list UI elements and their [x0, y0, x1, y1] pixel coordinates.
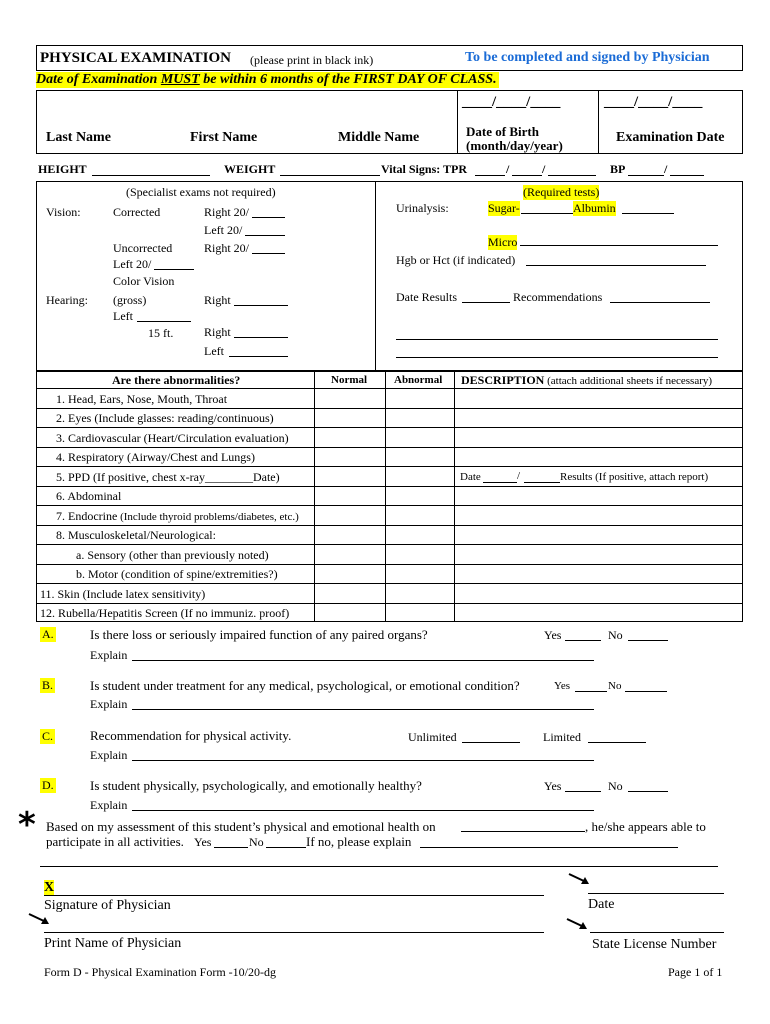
ft-left-label: Left [204, 344, 224, 358]
height-input[interactable] [92, 175, 210, 176]
physician-note: To be completed and signed by Physician [465, 50, 710, 65]
micro-input[interactable] [520, 245, 718, 246]
question-a-letter: A. [42, 627, 54, 641]
corrected-right-label: Right 20/ [204, 205, 250, 219]
recommendations-input[interactable] [610, 302, 710, 303]
ft-left-input[interactable] [229, 356, 288, 357]
arrow-icon [566, 917, 588, 931]
question-b-yes-input[interactable] [575, 691, 607, 692]
question-d-text: Is student physically, psychologically, and emotionally healthy? [90, 778, 422, 793]
color-vision-label: Color Vision [113, 274, 175, 288]
question-d-yes-input[interactable] [565, 791, 601, 792]
question-d-no-input[interactable] [628, 791, 668, 792]
question-a-yes-input[interactable] [565, 640, 601, 641]
assessment-line2: participate in all activities. [46, 834, 184, 849]
gross-right-input[interactable] [234, 305, 288, 306]
ppd-date-label: Date [460, 471, 481, 483]
question-b-explain-input[interactable] [132, 709, 594, 710]
assessment-no-input[interactable] [266, 847, 306, 848]
weight-label: WEIGHT [224, 162, 276, 176]
question-b-explain: Explain [90, 697, 128, 711]
sugar-label: Sugar- [488, 201, 520, 215]
question-b-letter: B. [42, 678, 54, 692]
last-name-label: Last Name [46, 130, 111, 145]
micro-label: Micro [488, 235, 518, 249]
table-row: a. Sensory (other than previously noted) [76, 548, 269, 562]
bp-input[interactable] [628, 175, 664, 176]
albumin-label: Albumin [573, 201, 616, 215]
arrow-icon [568, 872, 590, 886]
print-name-input[interactable] [44, 932, 544, 933]
exam-date-template[interactable]: ____/____/____ [604, 94, 703, 110]
question-b-no: No [608, 680, 622, 692]
question-b-no-input[interactable] [625, 691, 667, 692]
assessment-explain-input[interactable] [420, 847, 678, 848]
hgb-label: Hgb or Hct (if indicated) [396, 253, 516, 267]
uncorrected-left-label: Left 20/ [113, 257, 152, 271]
license-input[interactable] [590, 932, 724, 933]
table-row: b. Motor (condition of spine/extremities?) [76, 567, 278, 581]
gross-right-label: Right [204, 293, 231, 307]
date-results-label: Date Results [396, 290, 457, 304]
table-header-abnormal: Abnormal [394, 374, 443, 386]
specialist-note: (Specialist exams not required) [126, 185, 276, 199]
urinalysis-label: Urinalysis: [396, 201, 449, 215]
assessment-yes: Yes [194, 835, 212, 849]
table-row: 1. Head, Ears, Nose, Mouth, Throat [56, 392, 228, 406]
table-row: 5. PPD (If positive, chest x-ray________Date) [56, 470, 280, 484]
gross-left-label: Left [113, 309, 133, 323]
dob-template[interactable]: ____/____/____ [462, 94, 561, 110]
question-b-text: Is student under treatment for any medical, psychological, or emotional condition? [90, 678, 520, 693]
question-c-letter: C. [42, 729, 54, 743]
required-tests-note: (Required tests) [523, 185, 600, 199]
dob-format-label: (month/day/year) [466, 138, 563, 153]
table-header-question: Are there abnormalities? [112, 373, 241, 387]
table-row: 12. Rubella/Hepatitis Screen (If no immuniz. proof) [40, 606, 290, 620]
sugar-input[interactable] [521, 213, 573, 214]
corrected-label: Corrected [113, 205, 161, 219]
uncorrected-label: Uncorrected [113, 241, 173, 255]
table-header-description: DESCRIPTION (attach additional sheets if necessary) [461, 373, 713, 387]
question-a-no-input[interactable] [628, 640, 668, 641]
table-row: 2. Eyes (Include glasses: reading/continuous) [56, 411, 274, 425]
ppd-results-label: Results (If positive, attach report) [560, 471, 709, 483]
date-results-input[interactable] [462, 302, 510, 303]
first-name-label: First Name [190, 130, 258, 145]
print-name-label: Print Name of Physician [44, 936, 182, 951]
weight-input[interactable] [280, 175, 380, 176]
corrected-right-input[interactable] [252, 217, 285, 218]
question-d-explain-input[interactable] [132, 810, 594, 811]
table-row: 8. Musculoskeletal/Neurological: [56, 528, 216, 542]
assessment-explain-line-2[interactable] [40, 866, 718, 867]
gross-label: (gross) [113, 293, 147, 307]
question-c-explain-input[interactable] [132, 760, 594, 761]
gross-left-input[interactable] [137, 321, 191, 322]
question-a-explain-input[interactable] [132, 660, 594, 661]
question-a-no: No [608, 628, 623, 642]
question-c-unlimited: Unlimited [408, 730, 457, 744]
ft-right-input[interactable] [234, 337, 288, 338]
vision-label: Vision: [46, 205, 81, 219]
question-c-limited-input[interactable] [588, 742, 646, 743]
question-d-letter: D. [42, 778, 54, 792]
question-a-text: Is there loss or seriously impaired function of any paired organs? [90, 627, 428, 642]
hearing-label: Hearing: [46, 293, 88, 307]
question-a-explain: Explain [90, 648, 128, 662]
question-c-explain: Explain [90, 748, 128, 762]
assessment-if-no: If no, please explain [306, 834, 412, 849]
date-warning: Date of Examination MUST be within 6 months of the FIRST DAY OF CLASS. [36, 72, 497, 87]
ppd-date-input[interactable] [483, 482, 517, 483]
table-row: 4. Respiratory (Airway/Chest and Lungs) [56, 450, 255, 464]
question-c-text: Recommendation for physical activity. [90, 728, 292, 743]
assessment-no: No [249, 835, 264, 849]
date-label: Date [588, 897, 615, 912]
signature-label: Signature of Physician [44, 898, 171, 913]
form-title: PHYSICAL EXAMINATION [40, 50, 231, 66]
lab-notes-line-2[interactable] [396, 357, 718, 358]
corrected-left-input[interactable] [245, 235, 285, 236]
print-note: (please print in black ink) [250, 53, 374, 67]
question-d-explain: Explain [90, 798, 128, 812]
assessment-date-input[interactable] [461, 831, 585, 832]
question-d-yes: Yes [544, 779, 562, 793]
albumin-input[interactable] [622, 213, 674, 214]
recommendations-label: Recommendations [513, 290, 603, 304]
bp-label: BP [610, 162, 626, 176]
table-row: 3. Cardiovascular (Heart/Circulation evaluation) [56, 431, 289, 445]
corrected-left-label: Left 20/ [204, 223, 243, 237]
signature-x-mark: X [44, 880, 55, 895]
arrow-icon [28, 912, 50, 926]
middle-name-label: Middle Name [338, 130, 420, 145]
uncorrected-right-input[interactable] [252, 253, 285, 254]
asterisk-icon: * [18, 805, 36, 845]
assessment-yes-input[interactable] [214, 847, 248, 848]
table-row: 11. Skin (Include latex sensitivity) [40, 587, 206, 601]
lab-notes-line-1[interactable] [396, 339, 718, 340]
ft-right-label: Right [204, 325, 231, 339]
hgb-input[interactable] [526, 265, 706, 266]
vital-signs-label: Vital Signs: TPR [381, 162, 468, 176]
question-c-unlimited-input[interactable] [462, 742, 520, 743]
license-label: State License Number [592, 937, 717, 952]
assessment-line1: Based on my assessment of this student’s physical and emotional health on [46, 819, 436, 834]
form-id: Form D - Physical Examination Form -10/20-dg [44, 965, 276, 979]
question-a-yes: Yes [544, 628, 562, 642]
fifteen-ft-label: 15 ft. [148, 326, 174, 340]
uncorrected-left-input[interactable] [154, 269, 194, 270]
assessment-line1-end: , he/she appears able to [585, 819, 706, 834]
table-row: 7. Endocrine (Include thyroid problems/diabetes, etc.) [56, 509, 299, 523]
signature-input[interactable] [44, 895, 544, 896]
height-label: HEIGHT [38, 162, 87, 176]
dob-label: Date of Birth [466, 124, 539, 139]
question-b-yes: Yes [554, 680, 571, 692]
table-row: 6. Abdominal [56, 489, 122, 503]
date-input[interactable] [588, 893, 724, 894]
table-header-normal: Normal [331, 374, 368, 386]
page-number: Page 1 of 1 [668, 965, 723, 979]
uncorrected-right-label: Right 20/ [204, 241, 250, 255]
question-c-limited: Limited [543, 730, 581, 744]
exam-date-label: Examination Date [616, 130, 725, 145]
question-d-no: No [608, 779, 623, 793]
